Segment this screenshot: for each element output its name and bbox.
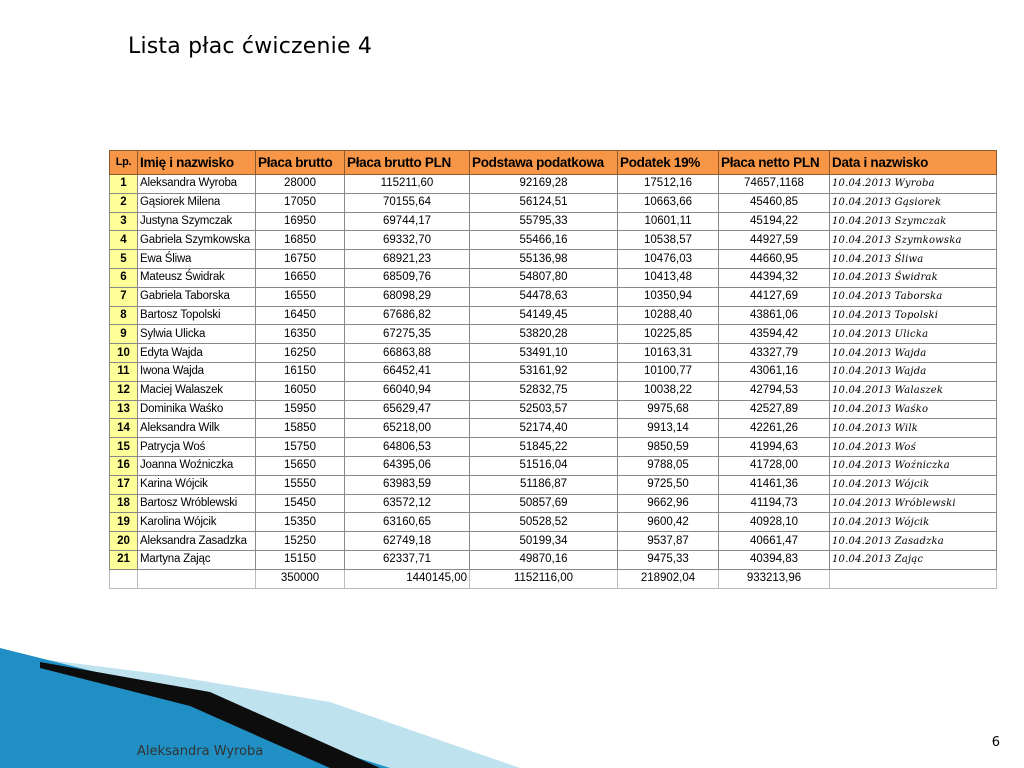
col-header-data: Data i nazwisko	[830, 151, 997, 175]
employee-name-cell: Gąsiorek Milena	[138, 193, 256, 212]
date-name-cell: 10.04.2013 Wajda	[830, 362, 997, 381]
brutto-pln-cell: 67275,35	[345, 325, 470, 344]
brutto-pln-cell: 62337,71	[345, 550, 470, 569]
brutto-cell: 16450	[256, 306, 345, 325]
totals-row	[110, 569, 997, 588]
table-row	[110, 532, 997, 551]
brutto-cell: 16750	[256, 250, 345, 269]
lp-cell: 1	[110, 175, 138, 194]
brutto-cell: 16250	[256, 344, 345, 363]
brutto-cell: 16550	[256, 287, 345, 306]
date-name-cell: 10.04.2013 Świdrak	[830, 268, 997, 287]
netto-cell: 44660,95	[719, 250, 830, 269]
netto-cell: 43594,42	[719, 325, 830, 344]
date-name-cell: 10.04.2013 Śliwa	[830, 250, 997, 269]
netto-cell: 43861,06	[719, 306, 830, 325]
podatek-cell: 9850,59	[618, 438, 719, 457]
podatek-cell: 9600,42	[618, 513, 719, 532]
date-name-cell: 10.04.2013 Woźniczka	[830, 456, 997, 475]
lp-cell: 15	[110, 438, 138, 457]
brutto-cell: 16950	[256, 212, 345, 231]
col-header-lp: Lp.	[110, 151, 138, 175]
employee-name-cell: Sylwia Ulicka	[138, 325, 256, 344]
podatek-cell: 9662,96	[618, 494, 719, 513]
brutto-cell: 15350	[256, 513, 345, 532]
date-name-cell: 10.04.2013 Wajda	[830, 344, 997, 363]
netto-cell: 44394,32	[719, 268, 830, 287]
netto-cell: 40661,47	[719, 532, 830, 551]
podstawa-cell: 54149,45	[470, 306, 618, 325]
lp-cell: 21	[110, 550, 138, 569]
employee-name-cell: Joanna Woźniczka	[138, 456, 256, 475]
brutto-cell: 16650	[256, 268, 345, 287]
page-number: 6	[991, 735, 1000, 750]
netto-cell: 44127,69	[719, 287, 830, 306]
lp-cell: 9	[110, 325, 138, 344]
slide-title: Lista płac ćwiczenie 4	[128, 34, 373, 59]
netto-cell: 42261,26	[719, 419, 830, 438]
podstawa-cell: 53161,92	[470, 362, 618, 381]
podstawa-cell: 51186,87	[470, 475, 618, 494]
col-header-podatek: Podatek 19%	[618, 151, 719, 175]
podstawa-cell: 92169,28	[470, 175, 618, 194]
podatek-cell: 10538,57	[618, 231, 719, 250]
payroll-table	[109, 150, 997, 589]
employee-name-cell: Bartosz Topolski	[138, 306, 256, 325]
table-row	[110, 456, 997, 475]
lp-cell: 18	[110, 494, 138, 513]
employee-name-cell: Karina Wójcik	[138, 475, 256, 494]
brutto-pln-cell: 65218,00	[345, 419, 470, 438]
table-row	[110, 193, 997, 212]
podstawa-cell: 50857,69	[470, 494, 618, 513]
podatek-cell: 10100,77	[618, 362, 719, 381]
employee-name-cell: Iwona Wajda	[138, 362, 256, 381]
podstawa-cell: 52503,57	[470, 400, 618, 419]
table-row	[110, 550, 997, 569]
brutto-cell: 15850	[256, 419, 345, 438]
employee-name-cell: Karolina Wójcik	[138, 513, 256, 532]
date-name-cell: 10.04.2013 Walaszek	[830, 381, 997, 400]
employee-name-cell: Martyna Zając	[138, 550, 256, 569]
brutto-cell: 16350	[256, 325, 345, 344]
total-podatek: 218902,04	[618, 569, 719, 588]
podstawa-cell: 56124,51	[470, 193, 618, 212]
col-header-podstawa: Podstawa podatkowa	[470, 151, 618, 175]
brutto-pln-cell: 63572,12	[345, 494, 470, 513]
brutto-pln-cell: 64806,53	[345, 438, 470, 457]
totals-name-cell	[138, 569, 256, 588]
netto-cell: 40928,10	[719, 513, 830, 532]
employee-name-cell: Bartosz Wróblewski	[138, 494, 256, 513]
lp-cell: 19	[110, 513, 138, 532]
netto-cell: 41461,36	[719, 475, 830, 494]
date-name-cell: 10.04.2013 Wróblewski	[830, 494, 997, 513]
brutto-cell: 15150	[256, 550, 345, 569]
date-name-cell: 10.04.2013 Szymczak	[830, 212, 997, 231]
employee-name-cell: Aleksandra Wilk	[138, 419, 256, 438]
col-header-netto: Płaca netto PLN	[719, 151, 830, 175]
table-row	[110, 306, 997, 325]
table-row	[110, 362, 997, 381]
lp-cell: 16	[110, 456, 138, 475]
brutto-pln-cell: 70155,64	[345, 193, 470, 212]
employee-name-cell: Edyta Wajda	[138, 344, 256, 363]
brutto-pln-cell: 66040,94	[345, 381, 470, 400]
podatek-cell: 9537,87	[618, 532, 719, 551]
col-header-brutto-pln: Płaca brutto PLN	[345, 151, 470, 175]
brutto-cell: 16150	[256, 362, 345, 381]
netto-cell: 44927,59	[719, 231, 830, 250]
lp-cell: 13	[110, 400, 138, 419]
lp-cell: 14	[110, 419, 138, 438]
podatek-cell: 9475,33	[618, 550, 719, 569]
table-row	[110, 438, 997, 457]
lp-cell: 6	[110, 268, 138, 287]
lp-cell: 7	[110, 287, 138, 306]
lp-cell: 17	[110, 475, 138, 494]
date-name-cell: 10.04.2013 Wójcik	[830, 513, 997, 532]
netto-cell: 40394,83	[719, 550, 830, 569]
podatek-cell: 10413,48	[618, 268, 719, 287]
employee-name-cell: Dominika Waśko	[138, 400, 256, 419]
table-row	[110, 494, 997, 513]
total-brutto: 350000	[256, 569, 345, 588]
brutto-cell: 28000	[256, 175, 345, 194]
table-row	[110, 231, 997, 250]
podstawa-cell: 52832,75	[470, 381, 618, 400]
employee-name-cell: Gabriela Taborska	[138, 287, 256, 306]
podstawa-cell: 49870,16	[470, 550, 618, 569]
podstawa-cell: 55136,98	[470, 250, 618, 269]
podatek-cell: 10663,66	[618, 193, 719, 212]
brutto-pln-cell: 115211,60	[345, 175, 470, 194]
lp-cell: 11	[110, 362, 138, 381]
podstawa-cell: 54478,63	[470, 287, 618, 306]
footer-author: Aleksandra Wyroba	[137, 744, 264, 759]
podstawa-cell: 51845,22	[470, 438, 618, 457]
brutto-cell: 17050	[256, 193, 345, 212]
table-row	[110, 400, 997, 419]
podatek-cell: 10038,22	[618, 381, 719, 400]
lp-cell: 2	[110, 193, 138, 212]
col-header-name: Imię i nazwisko	[138, 151, 256, 175]
brutto-pln-cell: 68098,29	[345, 287, 470, 306]
table-row	[110, 513, 997, 532]
lp-cell: 20	[110, 532, 138, 551]
payroll-body	[110, 175, 997, 570]
netto-cell: 42527,89	[719, 400, 830, 419]
netto-cell: 45194,22	[719, 212, 830, 231]
date-name-cell: 10.04.2013 Ulicka	[830, 325, 997, 344]
total-netto: 933213,96	[719, 569, 830, 588]
brutto-cell: 15550	[256, 475, 345, 494]
employee-name-cell: Patrycja Woś	[138, 438, 256, 457]
podstawa-cell: 50199,34	[470, 532, 618, 551]
podstawa-cell: 50528,52	[470, 513, 618, 532]
podatek-cell: 10350,94	[618, 287, 719, 306]
total-podstawa: 1152116,00	[470, 569, 618, 588]
netto-cell: 45460,85	[719, 193, 830, 212]
podstawa-cell: 53820,28	[470, 325, 618, 344]
date-name-cell: 10.04.2013 Wilk	[830, 419, 997, 438]
brutto-cell: 15450	[256, 494, 345, 513]
date-name-cell: 10.04.2013 Gąsiorek	[830, 193, 997, 212]
table-row	[110, 475, 997, 494]
podatek-cell: 10163,31	[618, 344, 719, 363]
brutto-cell: 16050	[256, 381, 345, 400]
podstawa-cell: 53491,10	[470, 344, 618, 363]
brutto-pln-cell: 62749,18	[345, 532, 470, 551]
podatek-cell: 10476,03	[618, 250, 719, 269]
employee-name-cell: Justyna Szymczak	[138, 212, 256, 231]
podatek-cell: 9725,50	[618, 475, 719, 494]
brutto-pln-cell: 68509,76	[345, 268, 470, 287]
podatek-cell: 9975,68	[618, 400, 719, 419]
netto-cell: 42794,53	[719, 381, 830, 400]
netto-cell: 43061,16	[719, 362, 830, 381]
brutto-pln-cell: 63160,65	[345, 513, 470, 532]
podatek-cell: 17512,16	[618, 175, 719, 194]
date-name-cell: 10.04.2013 Wyroba	[830, 175, 997, 194]
podstawa-cell: 52174,40	[470, 419, 618, 438]
col-header-brutto: Płaca brutto	[256, 151, 345, 175]
brutto-cell: 15750	[256, 438, 345, 457]
netto-cell: 41994,63	[719, 438, 830, 457]
brutto-cell: 15950	[256, 400, 345, 419]
brutto-cell: 15650	[256, 456, 345, 475]
brutto-pln-cell: 69744,17	[345, 212, 470, 231]
date-name-cell: 10.04.2013 Woś	[830, 438, 997, 457]
brutto-pln-cell: 68921,23	[345, 250, 470, 269]
brutto-pln-cell: 63983,59	[345, 475, 470, 494]
brutto-pln-cell: 66863,88	[345, 344, 470, 363]
netto-cell: 41194,73	[719, 494, 830, 513]
employee-name-cell: Ewa Śliwa	[138, 250, 256, 269]
podatek-cell: 10601,11	[618, 212, 719, 231]
date-name-cell: 10.04.2013 Zasadzka	[830, 532, 997, 551]
table-row	[110, 287, 997, 306]
podstawa-cell: 55466,16	[470, 231, 618, 250]
podstawa-cell: 55795,33	[470, 212, 618, 231]
brutto-cell: 15250	[256, 532, 345, 551]
employee-name-cell: Aleksandra Wyroba	[138, 175, 256, 194]
podstawa-cell: 54807,80	[470, 268, 618, 287]
employee-name-cell: Gabriela Szymkowska	[138, 231, 256, 250]
netto-cell: 43327,79	[719, 344, 830, 363]
date-name-cell: 10.04.2013 Wójcik	[830, 475, 997, 494]
employee-name-cell: Aleksandra Zasadzka	[138, 532, 256, 551]
brutto-pln-cell: 66452,41	[345, 362, 470, 381]
netto-cell: 74657,1168	[719, 175, 830, 194]
lp-cell: 3	[110, 212, 138, 231]
podatek-cell: 10288,40	[618, 306, 719, 325]
netto-cell: 41728,00	[719, 456, 830, 475]
brutto-pln-cell: 64395,06	[345, 456, 470, 475]
lp-cell: 5	[110, 250, 138, 269]
lp-cell: 12	[110, 381, 138, 400]
date-name-cell: 10.04.2013 Waśko	[830, 400, 997, 419]
date-name-cell: 10.04.2013 Topolski	[830, 306, 997, 325]
table-row	[110, 268, 997, 287]
table-row	[110, 419, 997, 438]
date-name-cell: 10.04.2013 Taborska	[830, 287, 997, 306]
brutto-cell: 16850	[256, 231, 345, 250]
header-row	[110, 151, 997, 175]
total-brutto-pln: 1440145,00	[345, 569, 470, 588]
brutto-pln-cell: 69332,70	[345, 231, 470, 250]
lp-cell: 8	[110, 306, 138, 325]
table-row	[110, 344, 997, 363]
table-row	[110, 250, 997, 269]
podatek-cell: 10225,85	[618, 325, 719, 344]
employee-name-cell: Maciej Walaszek	[138, 381, 256, 400]
brutto-pln-cell: 67686,82	[345, 306, 470, 325]
podstawa-cell: 51516,04	[470, 456, 618, 475]
table-row	[110, 381, 997, 400]
date-name-cell: 10.04.2013 Szymkowska	[830, 231, 997, 250]
podatek-cell: 9913,14	[618, 419, 719, 438]
lp-cell: 10	[110, 344, 138, 363]
table-row	[110, 212, 997, 231]
table-row	[110, 175, 997, 194]
totals-data-cell	[830, 569, 997, 588]
podatek-cell: 9788,05	[618, 456, 719, 475]
totals-lp-cell	[110, 569, 138, 588]
brutto-pln-cell: 65629,47	[345, 400, 470, 419]
date-name-cell: 10.04.2013 Zając	[830, 550, 997, 569]
lp-cell: 4	[110, 231, 138, 250]
employee-name-cell: Mateusz Świdrak	[138, 268, 256, 287]
table-row	[110, 325, 997, 344]
